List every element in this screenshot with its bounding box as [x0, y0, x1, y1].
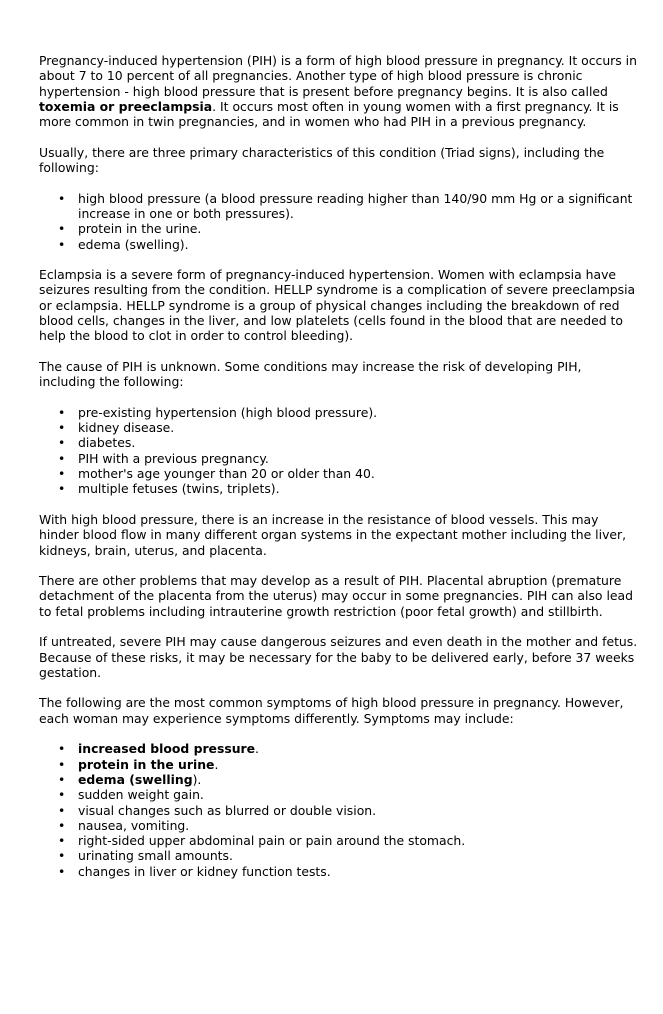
list-item-text: PIH with a previous pregnancy.	[78, 450, 269, 466]
bullet-icon: •	[58, 481, 66, 497]
list-item-text: changes in liver or kidney function tests.	[78, 863, 331, 879]
symptoms-intro-paragraph: The following are the most common symptoms of high blood pressure in pregnancy. However, each woman may experience symptoms differently. Symptoms may include:	[39, 695, 624, 726]
list-item-text: .	[214, 756, 219, 772]
list-item-text: diabetes.	[78, 435, 136, 451]
list-item	[58, 435, 639, 451]
list-item	[58, 236, 639, 252]
bullet-icon: •	[58, 833, 66, 849]
cause-paragraph: The cause of PIH is unknown. Some conditions may increase the risk of developing PIH, including the following:	[39, 358, 582, 390]
list-item-text: nausea, vomiting.	[78, 817, 190, 833]
list-item	[58, 756, 639, 772]
list-item-text: sudden weight gain.	[78, 787, 204, 803]
bullet-icon: •	[58, 435, 66, 451]
list-item-text: protein in the urine.	[78, 221, 202, 237]
list-item	[58, 221, 639, 237]
list-item-bold: protein in the urine	[78, 756, 215, 772]
bullet-icon: •	[58, 802, 66, 818]
triad-signs-list	[39, 191, 639, 252]
list-item	[58, 787, 639, 803]
bullet-icon: •	[58, 236, 66, 252]
list-item-text: .	[255, 741, 259, 757]
list-item-text: multiple fetuses (twins, triplets).	[78, 481, 280, 497]
bullet-icon: •	[58, 404, 66, 420]
list-item	[58, 817, 639, 833]
list-item	[58, 450, 639, 466]
list-item	[58, 848, 639, 864]
untreated-risk-paragraph: If untreated, severe PIH may cause dangerous seizures and even death in the mother and fetus. Because of these risks, it may be necessary for the baby to be delivered early, before 37 weeks gestation.	[39, 634, 638, 680]
intro-text-start: Pregnancy-induced hypertension (PIH) is a form of high blood pressure in pregnancy. It occurs in about 7 to 10 percent of all pregnancies. Another type of high blood pressure is chronic hypertension - high blood pressure that is present before pregnancy begins. It is also called	[39, 53, 637, 99]
list-item-text: high blood pressure (a blood pressure reading higher than 140/90 mm Hg or a significant increase in one or both pressures).	[78, 190, 633, 221]
eclampsia-paragraph: Eclampsia is a severe form of pregnancy-induced hypertension. Women with eclampsia have seizures resulting from the condition. HELLP syndrome is a complication of severe preeclampsia or eclampsia. HELLP syndrome is a group of physical changes including the breakdown of red blood cells, changes in the liver, and low platelets (cells found in the blood that are needed to help the blood to clot in order to control bleeding).	[39, 267, 636, 344]
bullet-icon: •	[58, 190, 66, 206]
list-item-text: pre-existing hypertension (high blood pressure).	[78, 404, 378, 420]
list-item-text: ).	[192, 771, 202, 787]
list-item-text: visual changes such as blurred or double vision.	[78, 802, 377, 818]
bullet-icon: •	[58, 420, 66, 436]
bullet-icon: •	[58, 771, 66, 787]
triad-intro-paragraph: Usually, there are three primary characteristics of this condition (Triad signs), including the following:	[39, 144, 605, 176]
bullet-icon: •	[58, 221, 66, 237]
list-item	[58, 863, 639, 879]
bullet-icon: •	[58, 741, 66, 757]
list-item-bold: edema (swelling	[78, 771, 193, 787]
blood-vessels-paragraph: With high blood pressure, there is an increase in the resistance of blood vessels. This may hinder blood flow in many different organ systems in the expectant mother including the liver, kidneys, brain, uterus, and placenta.	[39, 511, 627, 558]
list-item-text: mother's age younger than 20 or older than 40.	[78, 466, 375, 482]
bullet-icon: •	[58, 466, 66, 482]
list-item	[58, 481, 639, 497]
bullet-icon: •	[58, 450, 66, 466]
list-item-text: edema (swelling).	[78, 236, 189, 252]
list-item	[58, 404, 639, 420]
risk-factors-list	[39, 405, 639, 497]
complications-paragraph: There are other problems that may develop as a result of PIH. Placental abruption (premature detachment of the placenta from the uterus) may occur in some pregnancies. PIH can also lead to fetal problems including intrauterine growth restriction (poor fetal growth) and stillbirth.	[39, 573, 633, 619]
list-item-text: kidney disease.	[78, 420, 175, 436]
list-item-text: urinating small amounts.	[78, 848, 233, 864]
bullet-icon: •	[58, 863, 66, 879]
intro-bold-term: toxemia or preeclampsia	[39, 98, 213, 114]
list-item	[58, 802, 639, 818]
list-item	[58, 466, 639, 482]
bullet-icon: •	[58, 817, 66, 833]
article-body	[39, 53, 639, 894]
bullet-icon: •	[58, 756, 66, 772]
bullet-icon: •	[58, 848, 66, 864]
list-item	[58, 741, 639, 757]
list-item	[58, 190, 639, 222]
bullet-icon: •	[58, 787, 66, 803]
symptoms-list	[39, 741, 639, 879]
list-item	[58, 833, 639, 849]
list-item-bold: increased blood pressure	[78, 741, 256, 757]
list-item	[58, 771, 639, 787]
intro-paragraph	[39, 53, 639, 129]
list-item-text: right-sided upper abdominal pain or pain around the stomach.	[78, 833, 466, 849]
list-item	[58, 420, 639, 436]
intro-text-end: . It occurs most often in young women with a first pregnancy. It is more common in twin pregnancies, and in women who had PIH in a previous pregnancy.	[39, 98, 619, 130]
